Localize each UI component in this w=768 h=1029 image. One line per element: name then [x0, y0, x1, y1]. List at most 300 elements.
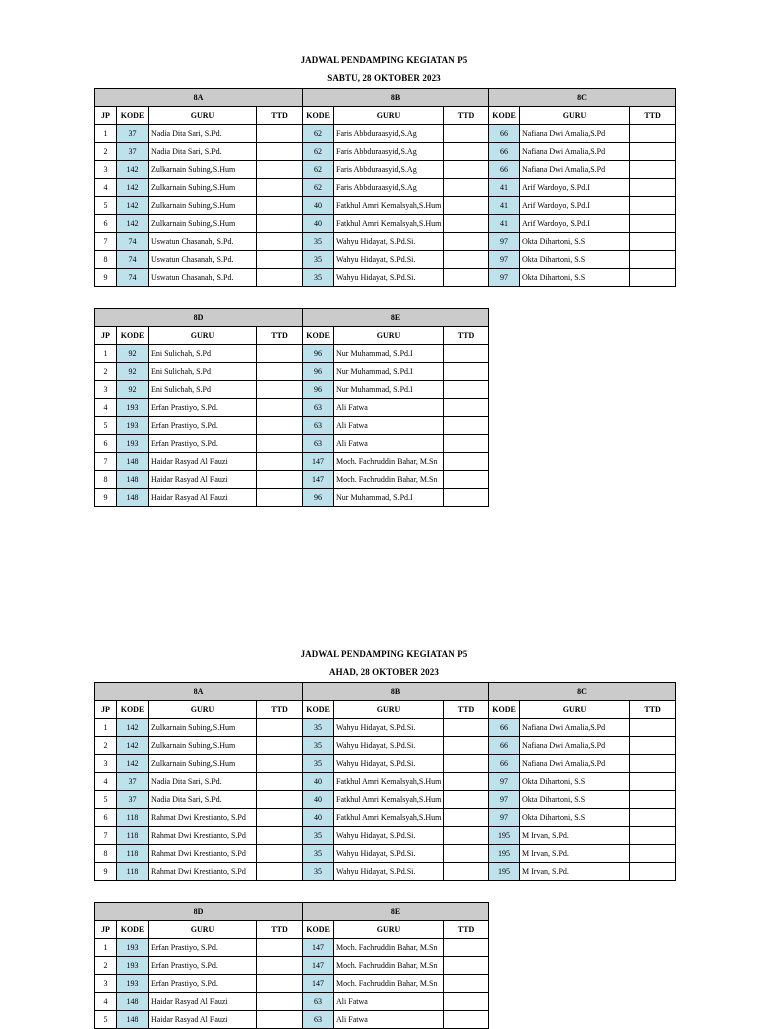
- guru-cell: M Irvan, S.Pd.: [520, 845, 630, 863]
- kode-cell: 147: [303, 975, 334, 993]
- guru-cell: Rahmat Dwi Krestianto, S.Pd: [149, 809, 257, 827]
- kode-cell: 35: [303, 233, 334, 251]
- kode-cell: 142: [117, 719, 149, 737]
- kode-cell: 74: [117, 233, 149, 251]
- guru-cell: Okta Dihartoni, S.S: [520, 773, 630, 791]
- table-row: [95, 417, 489, 435]
- jp-cell: 4: [95, 773, 117, 791]
- jp-cell: 7: [95, 233, 117, 251]
- schedule-table-8a-8c: [94, 88, 676, 287]
- ttd-header: TTD: [630, 107, 676, 125]
- ttd-cell: [444, 399, 489, 417]
- guru-cell: Okta Dihartoni, S.S: [520, 251, 630, 269]
- jp-cell: 6: [95, 215, 117, 233]
- ttd-cell: [444, 863, 489, 881]
- table-row: [95, 975, 489, 993]
- guru-cell: Zulkarnain Subing,S.Hum: [149, 161, 257, 179]
- jp-cell: 5: [95, 197, 117, 215]
- kode-cell: 142: [117, 737, 149, 755]
- kode-cell: 66: [489, 719, 520, 737]
- jp-cell: 4: [95, 399, 117, 417]
- kode-cell: 92: [117, 363, 149, 381]
- kode-header: KODE: [489, 701, 520, 719]
- kode-cell: 63: [303, 417, 334, 435]
- kode-cell: 148: [117, 453, 149, 471]
- guru-cell: Moch. Fachruddin Bahar, M.Sn: [334, 471, 444, 489]
- jp-cell: 8: [95, 251, 117, 269]
- ttd-cell: [630, 773, 676, 791]
- schedule-table-8d-8e: [94, 308, 489, 507]
- table-row: [95, 143, 676, 161]
- jp-cell: 7: [95, 827, 117, 845]
- ttd-cell: [630, 791, 676, 809]
- kode-cell: 35: [303, 863, 334, 881]
- guru-cell: Wahyu Hidayat, S.Pd.Si.: [334, 737, 444, 755]
- guru-cell: Wahyu Hidayat, S.Pd.Si.: [334, 719, 444, 737]
- kode-cell: 92: [117, 345, 149, 363]
- table-row: [95, 435, 489, 453]
- guru-header: GURU: [520, 107, 630, 125]
- guru-cell: Moch. Fachruddin Bahar, M.Sn: [334, 453, 444, 471]
- ttd-header: TTD: [257, 701, 303, 719]
- class-header: 8B: [303, 89, 489, 107]
- ttd-cell: [630, 233, 676, 251]
- kode-cell: 97: [489, 809, 520, 827]
- jp-cell: 9: [95, 269, 117, 287]
- ttd-cell: [444, 435, 489, 453]
- ttd-cell: [444, 827, 489, 845]
- kode-cell: 148: [117, 471, 149, 489]
- ttd-cell: [444, 471, 489, 489]
- kode-cell: 37: [117, 143, 149, 161]
- ttd-cell: [444, 957, 489, 975]
- kode-cell: 118: [117, 827, 149, 845]
- ttd-cell: [444, 143, 489, 161]
- guru-cell: Arif Wardoyo, S.Pd.I: [520, 179, 630, 197]
- guru-cell: Nur Muhammad, S.Pd.I: [334, 381, 444, 399]
- ttd-cell: [444, 773, 489, 791]
- guru-cell: Wahyu Hidayat, S.Pd.Si.: [334, 269, 444, 287]
- guru-cell: Nafiana Dwi Amalia,S.Pd: [520, 143, 630, 161]
- kode-cell: 40: [303, 791, 334, 809]
- guru-cell: Erfan Prastiyo, S.Pd.: [149, 417, 257, 435]
- table-row: [95, 993, 489, 1011]
- kode-cell: 142: [117, 161, 149, 179]
- kode-cell: 35: [303, 827, 334, 845]
- kode-cell: 193: [117, 435, 149, 453]
- ttd-cell: [630, 179, 676, 197]
- ttd-cell: [257, 251, 303, 269]
- guru-header: GURU: [149, 107, 257, 125]
- ttd-cell: [257, 719, 303, 737]
- jp-cell: 2: [95, 737, 117, 755]
- jp-cell: 5: [95, 1011, 117, 1029]
- table-row: [95, 363, 489, 381]
- kode-header: KODE: [303, 107, 334, 125]
- ttd-cell: [444, 161, 489, 179]
- guru-cell: Moch. Fachruddin Bahar, M.Sn: [334, 975, 444, 993]
- table-row: [95, 345, 489, 363]
- ttd-cell: [630, 143, 676, 161]
- jp-cell: 2: [95, 363, 117, 381]
- guru-cell: Wahyu Hidayat, S.Pd.Si.: [334, 233, 444, 251]
- ttd-cell: [444, 215, 489, 233]
- table-row: [95, 1011, 489, 1029]
- kode-cell: 35: [303, 269, 334, 287]
- kode-cell: 195: [489, 827, 520, 845]
- guru-cell: Nadia Dita Sari, S.Pd.: [149, 791, 257, 809]
- kode-header: KODE: [489, 107, 520, 125]
- guru-cell: Fatkhul Amri Kemalsyah,S.Hum: [334, 197, 444, 215]
- guru-cell: Nafiana Dwi Amalia,S.Pd: [520, 737, 630, 755]
- ttd-cell: [257, 755, 303, 773]
- kode-cell: 118: [117, 809, 149, 827]
- ttd-cell: [257, 197, 303, 215]
- kode-cell: 97: [489, 233, 520, 251]
- table-row: [95, 197, 676, 215]
- class-header: 8C: [489, 89, 676, 107]
- guru-cell: Fatkhul Amri Kemalsyah,S.Hum: [334, 773, 444, 791]
- kode-cell: 35: [303, 719, 334, 737]
- jp-header: JP: [95, 921, 117, 939]
- class-header: 8D: [95, 903, 303, 921]
- kode-cell: 147: [303, 453, 334, 471]
- table-row: [95, 453, 489, 471]
- table-row: [95, 489, 489, 507]
- ttd-cell: [630, 719, 676, 737]
- kode-cell: 62: [303, 179, 334, 197]
- kode-cell: 142: [117, 215, 149, 233]
- guru-cell: Nafiana Dwi Amalia,S.Pd: [520, 719, 630, 737]
- ttd-cell: [444, 453, 489, 471]
- kode-header: KODE: [117, 701, 149, 719]
- ttd-cell: [444, 975, 489, 993]
- kode-cell: 96: [303, 489, 334, 507]
- guru-cell: M Irvan, S.Pd.: [520, 827, 630, 845]
- guru-cell: Ali Fatwa: [334, 993, 444, 1011]
- jp-header: JP: [95, 701, 117, 719]
- kode-cell: 66: [489, 143, 520, 161]
- jp-cell: 4: [95, 179, 117, 197]
- table-row: [95, 737, 676, 755]
- kode-cell: 193: [117, 417, 149, 435]
- ttd-header: TTD: [257, 921, 303, 939]
- ttd-header: TTD: [630, 701, 676, 719]
- kode-cell: 193: [117, 399, 149, 417]
- ttd-cell: [444, 179, 489, 197]
- ttd-cell: [630, 737, 676, 755]
- kode-cell: 41: [489, 215, 520, 233]
- guru-cell: Moch. Fachruddin Bahar, M.Sn: [334, 957, 444, 975]
- guru-cell: Ali Fatwa: [334, 435, 444, 453]
- guru-cell: Wahyu Hidayat, S.Pd.Si.: [334, 845, 444, 863]
- guru-cell: Eni Sulichah, S.Pd: [149, 363, 257, 381]
- kode-cell: 96: [303, 381, 334, 399]
- kode-cell: 66: [489, 125, 520, 143]
- ttd-cell: [630, 809, 676, 827]
- guru-cell: Ali Fatwa: [334, 417, 444, 435]
- ttd-cell: [444, 125, 489, 143]
- kode-header: KODE: [303, 921, 334, 939]
- ttd-cell: [257, 345, 303, 363]
- ttd-cell: [257, 827, 303, 845]
- guru-cell: Ali Fatwa: [334, 1011, 444, 1029]
- ttd-cell: [257, 489, 303, 507]
- ttd-cell: [257, 399, 303, 417]
- kode-cell: 92: [117, 381, 149, 399]
- schedule-table-8a-8c: [94, 682, 676, 881]
- guru-cell: Zulkarnain Subing,S.Hum: [149, 719, 257, 737]
- guru-cell: Wahyu Hidayat, S.Pd.Si.: [334, 827, 444, 845]
- guru-cell: Faris Abbduraasyid,S.Ag: [334, 125, 444, 143]
- kode-cell: 193: [117, 957, 149, 975]
- jp-cell: 5: [95, 791, 117, 809]
- ttd-cell: [444, 791, 489, 809]
- guru-cell: Eni Sulichah, S.Pd: [149, 345, 257, 363]
- kode-cell: 118: [117, 863, 149, 881]
- jp-cell: 8: [95, 845, 117, 863]
- ttd-cell: [257, 161, 303, 179]
- kode-cell: 147: [303, 939, 334, 957]
- ttd-cell: [444, 363, 489, 381]
- ttd-header: TTD: [444, 107, 489, 125]
- guru-cell: Faris Abbduraasyid,S.Ag: [334, 161, 444, 179]
- guru-cell: Rahmat Dwi Krestianto, S.Pd: [149, 827, 257, 845]
- kode-cell: 40: [303, 773, 334, 791]
- jp-cell: 2: [95, 957, 117, 975]
- jp-cell: 9: [95, 489, 117, 507]
- jp-cell: 4: [95, 993, 117, 1011]
- kode-cell: 148: [117, 489, 149, 507]
- guru-cell: Okta Dihartoni, S.S: [520, 791, 630, 809]
- kode-cell: 62: [303, 125, 334, 143]
- kode-cell: 97: [489, 269, 520, 287]
- kode-cell: 96: [303, 345, 334, 363]
- table-row: [95, 827, 676, 845]
- ttd-cell: [257, 381, 303, 399]
- ttd-cell: [630, 755, 676, 773]
- table-row: [95, 161, 676, 179]
- kode-cell: 147: [303, 957, 334, 975]
- ttd-cell: [444, 269, 489, 287]
- kode-cell: 37: [117, 791, 149, 809]
- guru-cell: Zulkarnain Subing,S.Hum: [149, 755, 257, 773]
- class-header: 8B: [303, 683, 489, 701]
- jp-cell: 3: [95, 975, 117, 993]
- kode-cell: 195: [489, 863, 520, 881]
- kode-cell: 37: [117, 773, 149, 791]
- table-row: [95, 215, 676, 233]
- table-row: [95, 809, 676, 827]
- guru-cell: Wahyu Hidayat, S.Pd.Si.: [334, 755, 444, 773]
- guru-header: GURU: [520, 701, 630, 719]
- table-row: [95, 125, 676, 143]
- kode-cell: 35: [303, 845, 334, 863]
- kode-cell: 142: [117, 197, 149, 215]
- kode-cell: 40: [303, 215, 334, 233]
- page-title: JADWAL PENDAMPING KEGIATAN P5: [300, 649, 468, 659]
- ttd-cell: [257, 125, 303, 143]
- jp-cell: 3: [95, 381, 117, 399]
- ttd-cell: [444, 489, 489, 507]
- table-row: [95, 791, 676, 809]
- ttd-cell: [444, 233, 489, 251]
- guru-cell: Okta Dihartoni, S.S: [520, 809, 630, 827]
- guru-cell: Ali Fatwa: [334, 399, 444, 417]
- kode-cell: 148: [117, 1011, 149, 1029]
- guru-cell: Zulkarnain Subing,S.Hum: [149, 215, 257, 233]
- jp-cell: 6: [95, 435, 117, 453]
- table-row: [95, 773, 676, 791]
- ttd-cell: [257, 993, 303, 1011]
- guru-cell: Nadia Dita Sari, S.Pd.: [149, 143, 257, 161]
- kode-cell: 142: [117, 179, 149, 197]
- guru-header: GURU: [149, 327, 257, 345]
- ttd-cell: [630, 827, 676, 845]
- jp-cell: 1: [95, 939, 117, 957]
- kode-cell: 66: [489, 755, 520, 773]
- table-row: [95, 471, 489, 489]
- kode-cell: 35: [303, 755, 334, 773]
- page-title: JADWAL PENDAMPING KEGIATAN P5: [300, 55, 468, 65]
- ttd-header: TTD: [444, 701, 489, 719]
- kode-header: KODE: [117, 107, 149, 125]
- kode-cell: 62: [303, 143, 334, 161]
- guru-cell: Nafiana Dwi Amalia,S.Pd: [520, 755, 630, 773]
- ttd-cell: [257, 143, 303, 161]
- ttd-cell: [257, 773, 303, 791]
- ttd-cell: [257, 863, 303, 881]
- table-row: [95, 179, 676, 197]
- guru-cell: Uswatun Chasanah, S.Pd.: [149, 233, 257, 251]
- kode-cell: 63: [303, 1011, 334, 1029]
- ttd-cell: [444, 345, 489, 363]
- kode-cell: 35: [303, 251, 334, 269]
- jp-cell: 9: [95, 863, 117, 881]
- ttd-cell: [257, 179, 303, 197]
- jp-cell: 3: [95, 161, 117, 179]
- page-date: SABTU, 28 OKTOBER 2023: [327, 73, 441, 83]
- guru-cell: Haidar Rasyad Al Fauzi: [149, 993, 257, 1011]
- ttd-cell: [630, 845, 676, 863]
- ttd-cell: [257, 975, 303, 993]
- ttd-cell: [444, 417, 489, 435]
- kode-header: KODE: [303, 327, 334, 345]
- ttd-cell: [444, 809, 489, 827]
- guru-cell: Haidar Rasyad Al Fauzi: [149, 489, 257, 507]
- ttd-cell: [630, 125, 676, 143]
- ttd-cell: [444, 381, 489, 399]
- ttd-cell: [630, 863, 676, 881]
- guru-cell: Nur Muhammad, S.Pd.I: [334, 489, 444, 507]
- ttd-cell: [257, 957, 303, 975]
- ttd-cell: [630, 269, 676, 287]
- kode-cell: 66: [489, 737, 520, 755]
- ttd-header: TTD: [444, 921, 489, 939]
- table-row: [95, 719, 676, 737]
- guru-header: GURU: [149, 921, 257, 939]
- ttd-cell: [257, 471, 303, 489]
- ttd-cell: [444, 1011, 489, 1029]
- guru-cell: Nur Muhammad, S.Pd.I: [334, 345, 444, 363]
- guru-cell: Faris Abbduraasyid,S.Ag: [334, 143, 444, 161]
- guru-cell: Arif Wardoyo, S.Pd.I: [520, 197, 630, 215]
- guru-cell: Zulkarnain Subing,S.Hum: [149, 179, 257, 197]
- guru-cell: Haidar Rasyad Al Fauzi: [149, 471, 257, 489]
- ttd-cell: [630, 251, 676, 269]
- guru-cell: Okta Dihartoni, S.S: [520, 233, 630, 251]
- ttd-cell: [444, 737, 489, 755]
- guru-cell: Uswatun Chasanah, S.Pd.: [149, 251, 257, 269]
- table-row: [95, 251, 676, 269]
- guru-cell: Eni Sulichah, S.Pd: [149, 381, 257, 399]
- ttd-cell: [257, 791, 303, 809]
- ttd-cell: [257, 269, 303, 287]
- table-row: [95, 863, 676, 881]
- ttd-cell: [444, 939, 489, 957]
- ttd-cell: [257, 417, 303, 435]
- ttd-cell: [444, 719, 489, 737]
- guru-header: GURU: [334, 107, 444, 125]
- class-header: 8E: [303, 903, 489, 921]
- guru-cell: Fatkhul Amri Kemalsyah,S.Hum: [334, 215, 444, 233]
- kode-cell: 193: [117, 975, 149, 993]
- class-header: 8D: [95, 309, 303, 327]
- kode-cell: 74: [117, 269, 149, 287]
- kode-cell: 37: [117, 125, 149, 143]
- ttd-header: TTD: [257, 327, 303, 345]
- guru-cell: Faris Abbduraasyid,S.Ag: [334, 179, 444, 197]
- ttd-cell: [444, 251, 489, 269]
- kode-cell: 41: [489, 197, 520, 215]
- table-row: [95, 845, 676, 863]
- kode-cell: 63: [303, 993, 334, 1011]
- guru-cell: Uswatun Chasanah, S.Pd.: [149, 269, 257, 287]
- guru-cell: Erfan Prastiyo, S.Pd.: [149, 939, 257, 957]
- guru-header: GURU: [149, 701, 257, 719]
- guru-cell: Okta Dihartoni, S.S: [520, 269, 630, 287]
- table-row: [95, 939, 489, 957]
- jp-cell: 5: [95, 417, 117, 435]
- ttd-cell: [257, 435, 303, 453]
- guru-cell: Zulkarnain Subing,S.Hum: [149, 197, 257, 215]
- table-row: [95, 399, 489, 417]
- guru-cell: Haidar Rasyad Al Fauzi: [149, 1011, 257, 1029]
- jp-cell: 6: [95, 809, 117, 827]
- kode-cell: 40: [303, 197, 334, 215]
- ttd-cell: [257, 453, 303, 471]
- kode-cell: 35: [303, 737, 334, 755]
- kode-cell: 97: [489, 791, 520, 809]
- kode-cell: 41: [489, 179, 520, 197]
- guru-cell: Nur Muhammad, S.Pd.I: [334, 363, 444, 381]
- guru-header: GURU: [334, 327, 444, 345]
- class-header: 8E: [303, 309, 489, 327]
- kode-cell: 148: [117, 993, 149, 1011]
- guru-cell: Erfan Prastiyo, S.Pd.: [149, 399, 257, 417]
- guru-cell: M Irvan, S.Pd.: [520, 863, 630, 881]
- guru-cell: Erfan Prastiyo, S.Pd.: [149, 975, 257, 993]
- ttd-header: TTD: [257, 107, 303, 125]
- ttd-cell: [257, 215, 303, 233]
- kode-cell: 63: [303, 399, 334, 417]
- kode-cell: 96: [303, 363, 334, 381]
- ttd-cell: [257, 363, 303, 381]
- ttd-cell: [257, 737, 303, 755]
- ttd-cell: [444, 845, 489, 863]
- jp-cell: 1: [95, 719, 117, 737]
- kode-cell: 66: [489, 161, 520, 179]
